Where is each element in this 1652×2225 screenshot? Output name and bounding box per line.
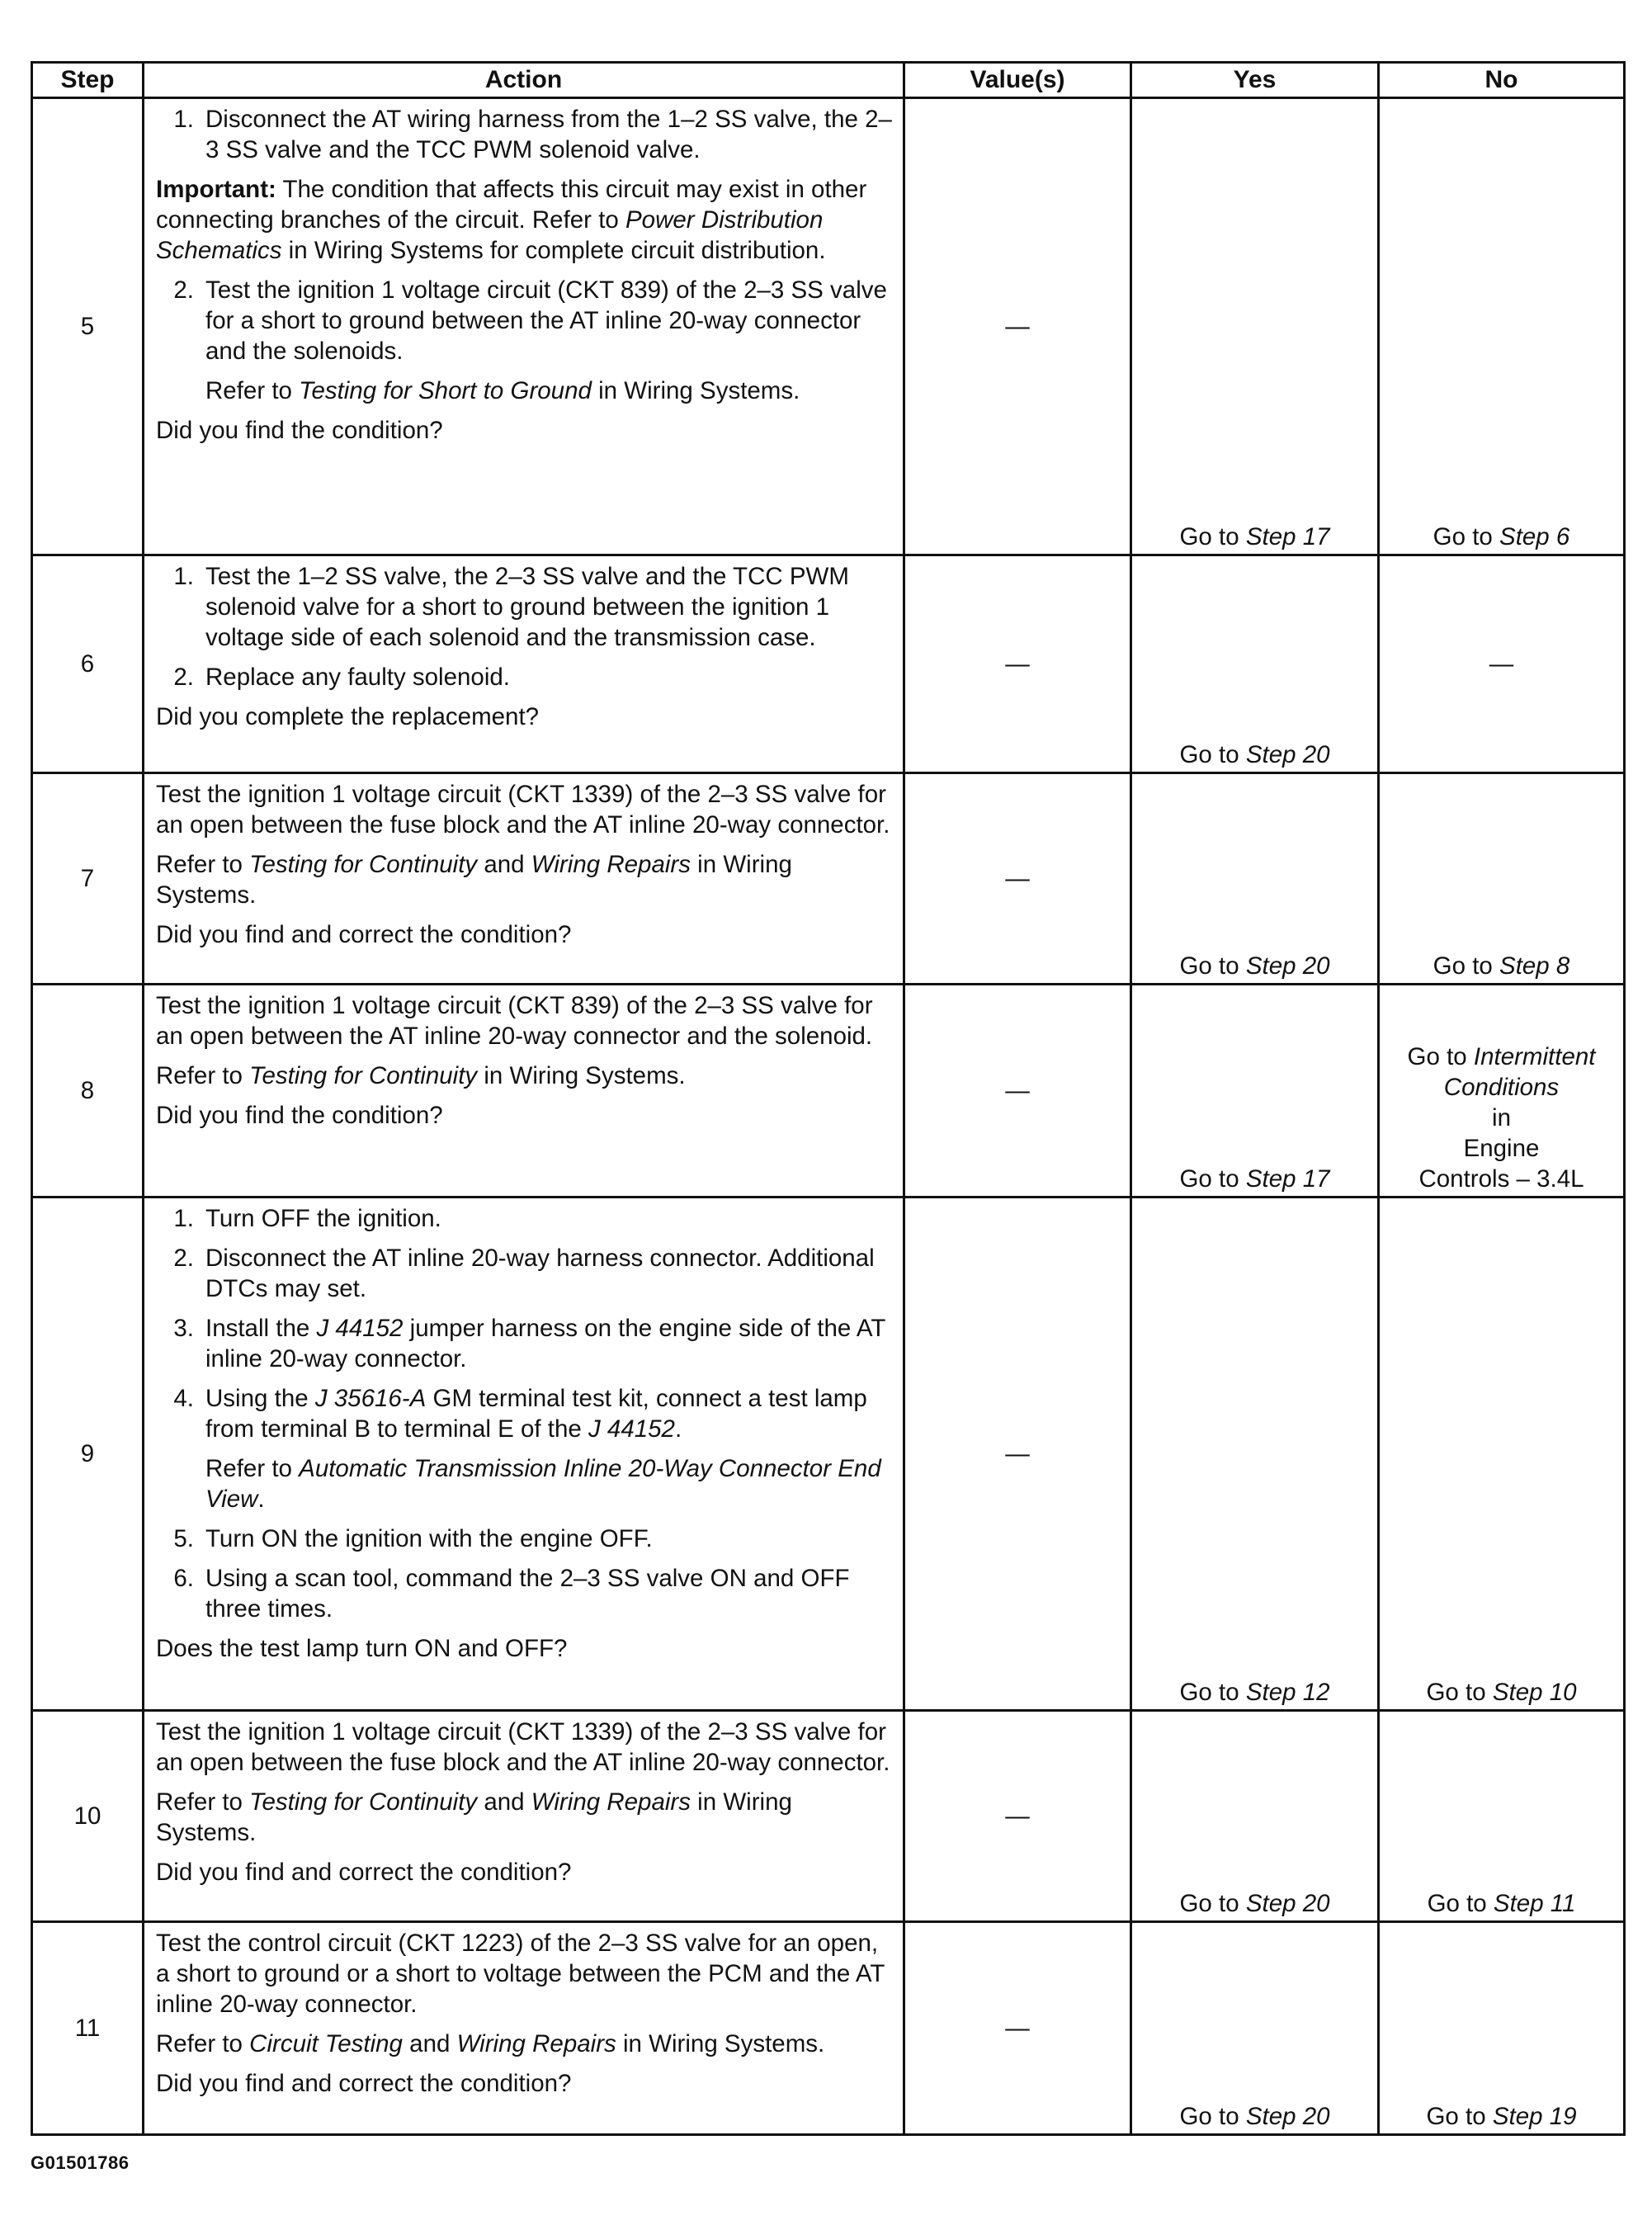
header-yes: Yes: [1131, 63, 1379, 98]
action-text: Test the ignition 1 voltage circuit (CKT 1339) of the 2–3 SS valve for an open between the fuse block and the AT inline 20-way connector.: [156, 1718, 890, 1776]
value-cell: —: [904, 985, 1131, 1198]
question: Does the test lamp turn ON and OFF?: [156, 1635, 568, 1662]
yes-cell: Go to Step 20: [1131, 1922, 1379, 2135]
value-cell: —: [904, 98, 1131, 555]
yes-cell: Go to Step 20: [1131, 773, 1379, 985]
reference-note: Refer to Circuit Testing and Wiring Repairs in Wiring Systems.: [156, 2030, 825, 2057]
value-cell: —: [904, 773, 1131, 985]
yes-cell: Go to Step 12: [1131, 1198, 1379, 1711]
value-cell: —: [904, 1922, 1131, 2135]
question: Did you find the condition?: [156, 1102, 443, 1129]
reference-note: Refer to Testing for Short to Ground in Wiring Systems.: [205, 377, 800, 404]
value-cell: —: [904, 1711, 1131, 1922]
step-number: 5: [32, 98, 144, 555]
table-row: [32, 1198, 1625, 1711]
action-cell: [144, 773, 904, 985]
action-item: 3. Install the J 44152 jumper harness on the engine side of the AT inline 20-way connector.: [173, 1315, 885, 1372]
action-cell: [144, 1198, 904, 1711]
important-note: Important: The condition that affects this circuit may exist in other connecting branches of the circuit. Refer to Power Distribution Schematics in Wiring Systems for complete circuit distribution.: [156, 176, 867, 264]
no-cell: Go to Step 6: [1379, 98, 1625, 555]
yes-cell: Go to Step 17: [1131, 985, 1379, 1198]
question: Did you complete the replacement?: [156, 703, 540, 730]
header-no: No: [1379, 63, 1625, 98]
reference-note: Refer to Testing for Continuity and Wiring Repairs in Wiring Systems.: [156, 1788, 792, 1846]
yes-cell: Go to Step 20: [1131, 1711, 1379, 1922]
action-item: 4. Using the J 35616-A GM terminal test kit, connect a test lamp from terminal B to terminal E of the J 44152.: [173, 1385, 867, 1443]
header-action: Action: [144, 63, 904, 98]
action-item: 1. Disconnect the AT wiring harness from the 1–2 SS valve, the 2–3 SS valve and the TCC PWM solenoid valve.: [173, 106, 892, 163]
table-row: [32, 1711, 1625, 1922]
action-text: Test the ignition 1 voltage circuit (CKT 839) of the 2–3 SS valve for an open between the AT inline 20-way connector and the solenoid.: [156, 992, 873, 1050]
action-cell: [144, 1922, 904, 2135]
table-row: [32, 985, 1625, 1198]
step-number: 10: [32, 1711, 144, 1922]
header-step: Step: [32, 63, 144, 98]
header-values: Value(s): [904, 63, 1131, 98]
question: Did you find and correct the condition?: [156, 2070, 572, 2097]
step-number: 6: [32, 555, 144, 773]
action-cell: [144, 555, 904, 773]
question: Did you find and correct the condition?: [156, 921, 572, 948]
action-text: Test the ignition 1 voltage circuit (CKT 1339) of the 2–3 SS valve for an open between the fuse block and the AT inline 20-way connector.: [156, 781, 890, 839]
question: Did you find and correct the condition?: [156, 1859, 572, 1886]
action-cell: [144, 98, 904, 555]
question: Did you find the condition?: [156, 417, 443, 444]
action-item: 6. Using a scan tool, command the 2–3 SS valve ON and OFF three times.: [173, 1565, 850, 1623]
no-cell: Go to Intermittent Conditions in Engine Controls – 3.4L: [1379, 985, 1625, 1198]
diagnostic-table: [31, 61, 1626, 2136]
step-number: 8: [32, 985, 144, 1198]
action-item: 1. Turn OFF the ignition.: [173, 1205, 441, 1232]
step-number: 11: [32, 1922, 144, 2135]
action-item: 2. Disconnect the AT inline 20-way harness connector. Additional DTCs may set.: [173, 1245, 875, 1302]
table-row: [32, 773, 1625, 985]
reference-note: Refer to Testing for Continuity in Wiring Systems.: [156, 1062, 686, 1089]
action-text: Test the control circuit (CKT 1223) of the 2–3 SS valve for an open, a short to ground or a short to voltage between the PCM and the AT inline 20-way connector.: [156, 1930, 885, 2018]
table-row: [32, 555, 1625, 773]
figure-code: G01501786: [31, 2152, 130, 2173]
action-cell: [144, 985, 904, 1198]
action-cell: [144, 1711, 904, 1922]
no-cell: Go to Step 19: [1379, 1922, 1625, 2135]
reference-note: Refer to Automatic Transmission Inline 20-Way Connector End View.: [205, 1455, 881, 1513]
action-item: 1. Test the 1–2 SS valve, the 2–3 SS valve and the TCC PWM solenoid valve for a short to ground between the ignition 1 voltage side of each solenoid and the transmission case.: [173, 563, 849, 651]
value-cell: —: [904, 1198, 1131, 1711]
step-number: 9: [32, 1198, 144, 1711]
value-cell: —: [904, 555, 1131, 773]
action-item: 2. Test the ignition 1 voltage circuit (CKT 839) of the 2–3 SS valve for a short to ground between the AT inline 20-way connector and the solenoids.: [173, 276, 887, 365]
no-cell: Go to Step 11: [1379, 1711, 1625, 1922]
yes-cell: Go to Step 17: [1131, 98, 1379, 555]
table-row: [32, 1922, 1625, 2135]
action-item: 2. Replace any faulty solenoid.: [173, 664, 510, 691]
table-row: [32, 98, 1625, 555]
yes-cell: Go to Step 20: [1131, 555, 1379, 773]
step-number: 7: [32, 773, 144, 985]
no-cell: Go to Step 8: [1379, 773, 1625, 985]
no-cell: Go to Step 10: [1379, 1198, 1625, 1711]
action-item: 5. Turn ON the ignition with the engine OFF.: [173, 1525, 653, 1552]
reference-note: Refer to Testing for Continuity and Wiring Repairs in Wiring Systems.: [156, 851, 792, 909]
no-cell: —: [1379, 555, 1625, 773]
header-row: [32, 63, 1625, 98]
